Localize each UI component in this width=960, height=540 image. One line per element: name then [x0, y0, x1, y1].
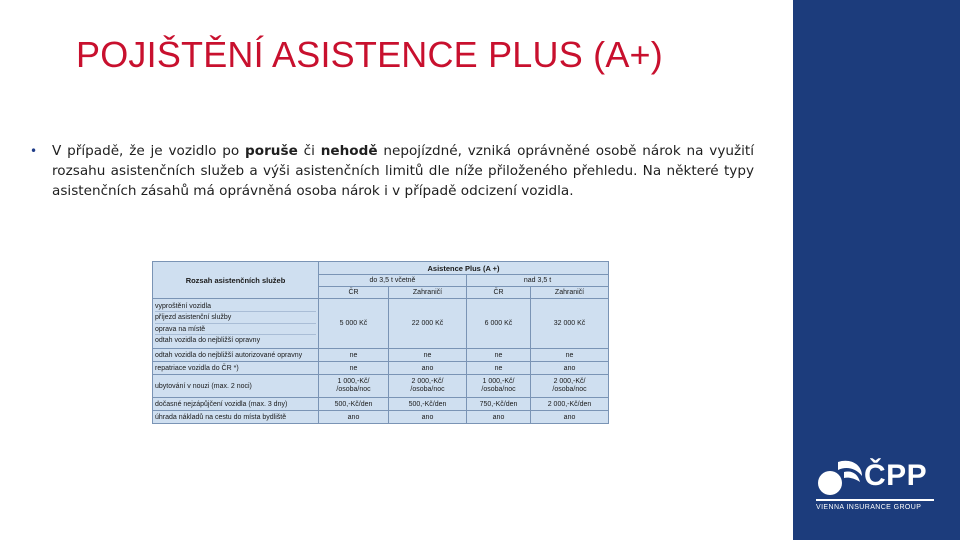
region-header: ČR	[319, 287, 389, 299]
cpp-emblem-icon	[816, 456, 864, 500]
table-cell: 6 000 Kč	[467, 299, 531, 349]
assistance-table	[152, 261, 609, 424]
table-cell: 2 000,-Kč/den	[531, 398, 609, 411]
table-row-label: vyproštění vozidla	[155, 301, 316, 313]
table-plan-header: Asistence Plus (A +)	[319, 262, 609, 275]
bullet-text: V případě, že je vozidlo po poruše či nehodě nepojízdné, vzniká oprávněné osobě nárok na využití rozsahu asistenčních služeb a výši asistenčních limitů dle níže přiloženého přehledu. Na některé typy asistenčních zásahů má oprávněná osoba nárok i v případě odcizení vozidla.	[52, 143, 754, 199]
table-row-label: ubytování v nouzi (max. 2 noci)	[153, 375, 319, 398]
table-row-label: dočasné nejzápůjčení vozidla (max. 3 dny)	[153, 398, 319, 411]
table-row	[153, 411, 609, 424]
table-cell: ano	[389, 362, 467, 375]
weight-group-header: do 3,5 t včetně	[319, 275, 467, 287]
table-cell: 500,-Kč/den	[389, 398, 467, 411]
table-row-label: příjezd asistenční služby	[155, 312, 316, 324]
table-row-label: odtah vozidla do nejbližší autorizované opravny	[153, 349, 319, 362]
table-cell: ne	[319, 349, 389, 362]
table-row-label: repatriace vozidla do ČR *)	[153, 362, 319, 375]
table-cell: ano	[467, 411, 531, 424]
logo-divider	[816, 499, 934, 501]
table-cell: 1 000,-Kč/ /osoba/noc	[319, 375, 389, 398]
table-row	[153, 398, 609, 411]
table-row-label: odtah vozidla do nejbližší opravny	[155, 337, 261, 344]
table-row	[153, 362, 609, 375]
slide-title: POJIŠTĚNÍ ASISTENCE PLUS (A+)	[76, 34, 663, 75]
table-title-cell: Rozsah asistenčních služeb	[153, 262, 319, 299]
table-cell: 500,-Kč/den	[319, 398, 389, 411]
table-row	[153, 375, 609, 398]
table-cell: ne	[467, 362, 531, 375]
table-cell: 2 000,-Kč/ /osoba/noc	[389, 375, 467, 398]
table-cell: ne	[531, 349, 609, 362]
region-header: Zahraničí	[531, 287, 609, 299]
table-cell: ano	[531, 411, 609, 424]
bullet-dot-icon: •	[30, 144, 38, 158]
logo-brand-text: ČPP	[864, 459, 928, 492]
table-cell: ano	[389, 411, 467, 424]
table-cell: ano	[319, 411, 389, 424]
limit-group-labels	[153, 299, 319, 349]
table-cell: ano	[531, 362, 609, 375]
table-cell: ne	[389, 349, 467, 362]
region-header: ČR	[467, 287, 531, 299]
table-row-label: úhrada nákladů na cestu do místa bydliště	[153, 411, 319, 424]
table-row	[153, 349, 609, 362]
bullet-paragraph	[30, 141, 754, 201]
table-cell: ne	[319, 362, 389, 375]
table-cell: 22 000 Kč	[389, 299, 467, 349]
table-cell: 1 000,-Kč/ /osoba/noc	[467, 375, 531, 398]
table-cell: 5 000 Kč	[319, 299, 389, 349]
table-row-label: oprava na místě	[155, 324, 316, 336]
weight-group-header: nad 3,5 t	[467, 275, 609, 287]
logo-tagline: VIENNA INSURANCE GROUP	[816, 504, 922, 511]
table-cell: 2 000,-Kč/ /osoba/noc	[531, 375, 609, 398]
cpp-logo	[816, 456, 936, 516]
table-cell: 32 000 Kč	[531, 299, 609, 349]
region-header: Zahraničí	[389, 287, 467, 299]
table-cell: 750,-Kč/den	[467, 398, 531, 411]
table-cell: ne	[467, 349, 531, 362]
